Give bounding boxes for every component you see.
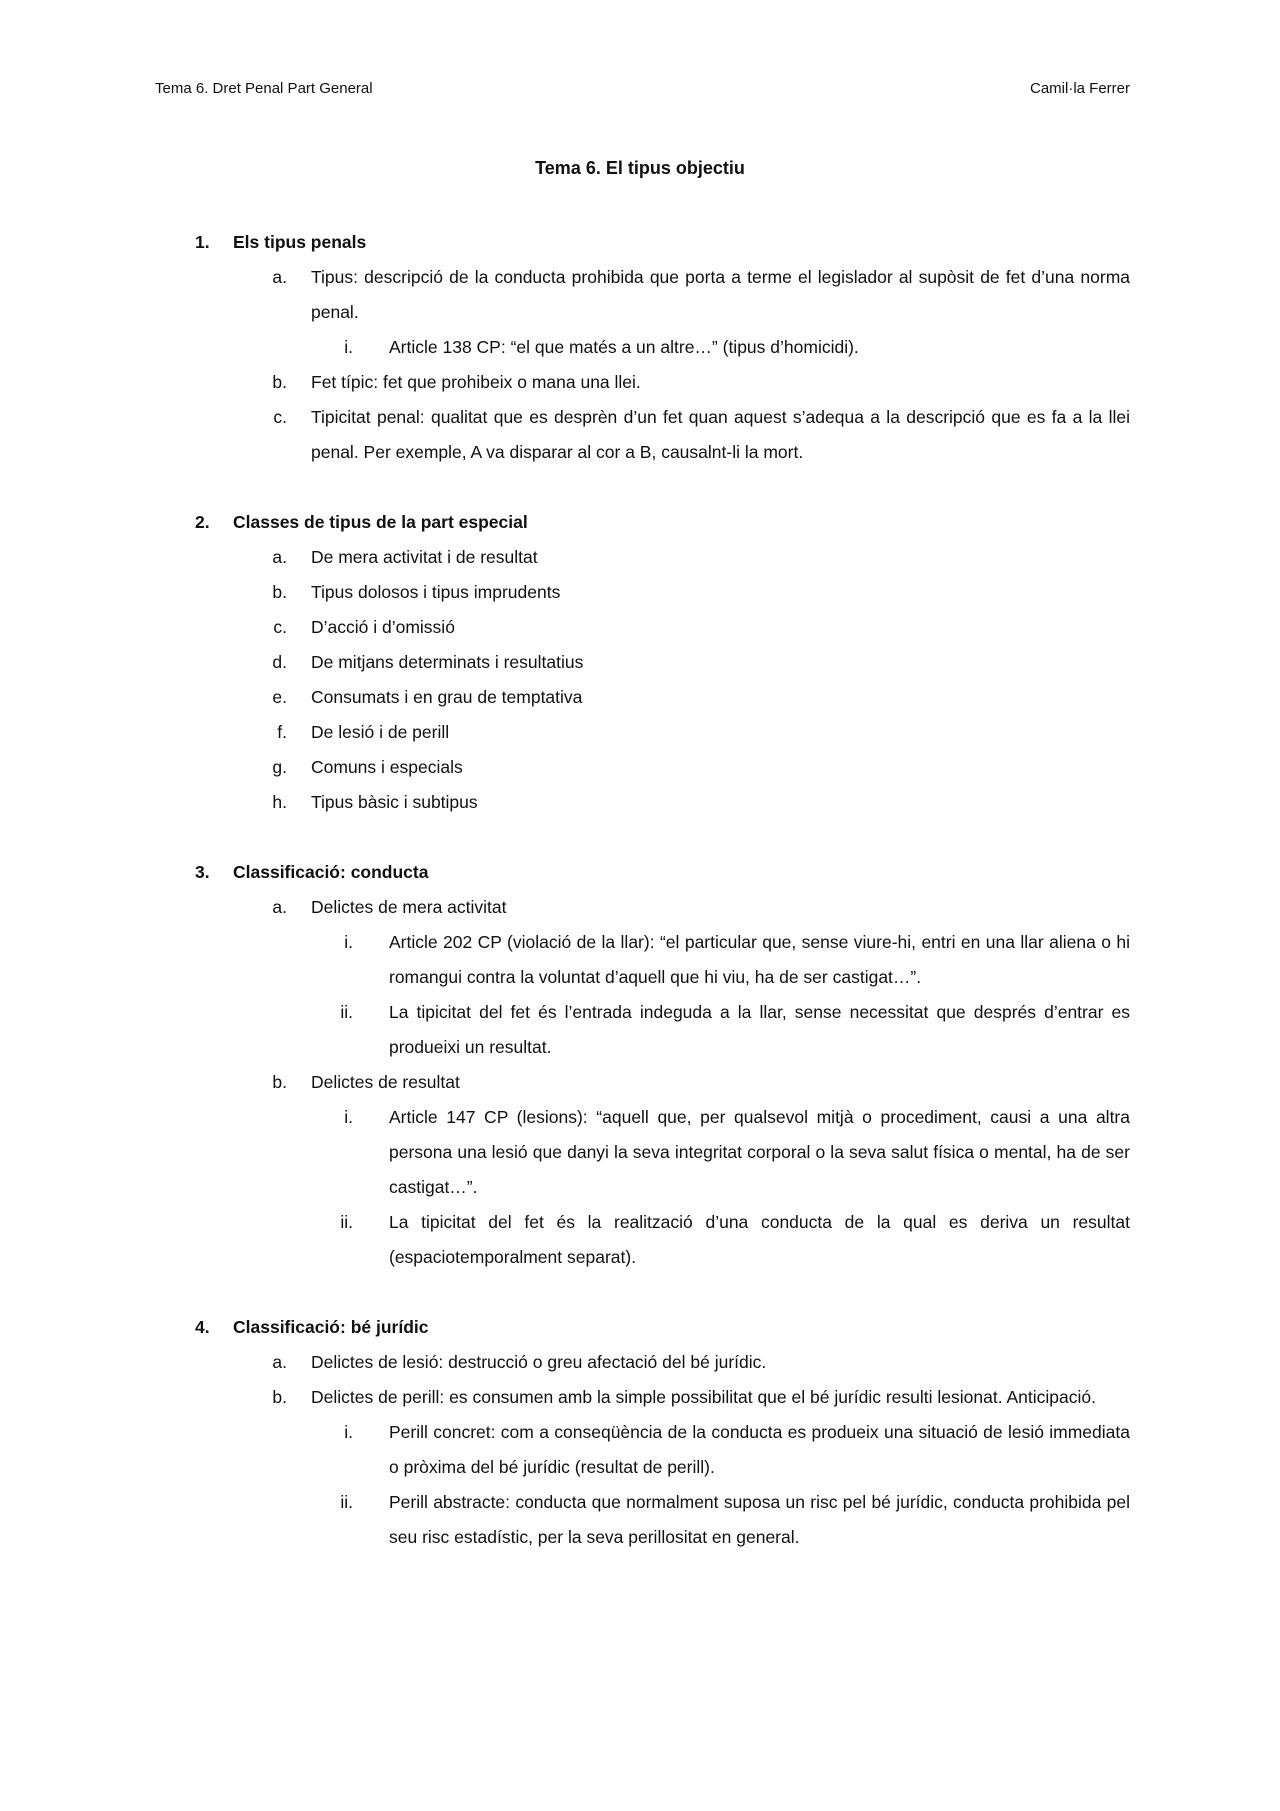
section-heading <box>155 1310 1130 1345</box>
item-marker: c. <box>273 617 287 637</box>
sub-item <box>155 330 1130 365</box>
section-4 <box>155 1310 1130 1555</box>
section-3 <box>155 855 1130 1275</box>
item-marker: f. <box>277 722 287 742</box>
document-body <box>155 225 1130 1590</box>
item-text: D’acció i d’omissió <box>311 617 455 637</box>
section-title: Classes de tipus de la part especial <box>233 512 528 532</box>
item-marker: a. <box>272 267 287 287</box>
sub-marker: ii. <box>340 1492 353 1512</box>
list-item <box>155 540 1130 575</box>
item-marker: a. <box>272 897 287 917</box>
item-text: Comuns i especials <box>311 757 463 777</box>
item-text: Delictes de lesió: destrucció o greu afectació del bé jurídic. <box>311 1352 767 1372</box>
sub-text: Perill abstracte: conducta que normalment suposa un risc pel bé jurídic, conducta prohibida pel seu risc estadístic, per la seva perillositat en general. <box>389 1492 1130 1547</box>
section-number: 4. <box>195 1317 210 1337</box>
item-text: De lesió i de perill <box>311 722 450 742</box>
section-heading <box>155 855 1130 890</box>
item-marker: c. <box>273 407 287 427</box>
item-marker: d. <box>272 652 287 672</box>
item-text: Consumats i en grau de temptativa <box>311 687 583 707</box>
list-item <box>155 1380 1130 1415</box>
sub-item <box>155 1415 1130 1485</box>
section-number: 2. <box>195 512 210 532</box>
item-marker: b. <box>272 1387 287 1407</box>
sub-text: Article 138 CP: “el que matés a un altre…” (tipus d’homicidi). <box>389 337 859 357</box>
list-item <box>155 890 1130 925</box>
list-item <box>155 645 1130 680</box>
item-text: De mitjans determinats i resultatius <box>311 652 584 672</box>
list-item <box>155 365 1130 400</box>
section-heading <box>155 505 1130 540</box>
sub-item <box>155 1485 1130 1555</box>
list-item <box>155 400 1130 470</box>
list-item <box>155 1065 1130 1100</box>
sub-marker: ii. <box>340 1002 353 1022</box>
page-title: Tema 6. El tipus objectiu <box>535 158 745 178</box>
sub-marker: i. <box>344 337 353 357</box>
section-title: Classificació: bé jurídic <box>233 1317 429 1337</box>
sub-marker: i. <box>344 1422 353 1442</box>
sub-text: La tipicitat del fet és la realització d’una conducta de la qual es deriva un resultat (espaciotemporalment separat). <box>389 1212 1130 1267</box>
list-item <box>155 1345 1130 1380</box>
item-marker: g. <box>272 757 287 777</box>
item-marker: a. <box>272 1352 287 1372</box>
sub-text: Perill concret: com a conseqüència de la conducta es produeix una situació de lesió immediata o pròxima del bé jurídic (resultat de perill). <box>389 1422 1130 1477</box>
section-2 <box>155 505 1130 820</box>
sub-marker: i. <box>344 1107 353 1127</box>
section-1 <box>155 225 1130 470</box>
item-text: Delictes de mera activitat <box>311 897 507 917</box>
section-number: 1. <box>195 232 210 252</box>
item-marker: a. <box>272 547 287 567</box>
sub-item <box>155 1100 1130 1205</box>
sub-item <box>155 1205 1130 1275</box>
section-title: Classificació: conducta <box>233 862 429 882</box>
item-text: Delictes de resultat <box>311 1072 460 1092</box>
item-text: Tipicitat penal: qualitat que es desprèn d’un fet quan aquest s’adequa a la descripció que es fa a la llei penal. Per exemple, A va disparar al cor a B, causalnt-li la mort. <box>311 407 1130 462</box>
list-item <box>155 785 1130 820</box>
item-text: Delictes de perill: es consumen amb la simple possibilitat que el bé jurídic resulti lesionat. Anticipació. <box>311 1387 1096 1407</box>
list-item <box>155 260 1130 330</box>
item-marker: e. <box>272 687 287 707</box>
list-item <box>155 610 1130 645</box>
header-right: Camil·la Ferrer <box>1029 80 1130 97</box>
list-item <box>155 750 1130 785</box>
sub-text: La tipicitat del fet és l’entrada indeguda a la llar, sense necessitat que després d’entrar es produeixi un resultat. <box>389 1002 1130 1057</box>
item-text: Tipus bàsic i subtipus <box>311 792 478 812</box>
item-marker: b. <box>272 582 287 602</box>
list-item <box>155 680 1130 715</box>
sub-text: Article 147 CP (lesions): “aquell que, per qualsevol mitjà o procediment, causi a una altra persona una lesió que danyi la seva integritat corporal o la seva salut física o mental, ha de ser castigat…”. <box>389 1107 1130 1197</box>
item-marker: b. <box>272 372 287 392</box>
section-number: 3. <box>195 862 210 882</box>
sub-marker: ii. <box>340 1212 353 1232</box>
item-text: Tipus dolosos i tipus imprudents <box>311 582 561 602</box>
section-title: Els tipus penals <box>233 232 367 252</box>
item-text: Tipus: descripció de la conducta prohibida que porta a terme el legislador al supòsit de fet d’una norma penal. <box>311 267 1130 322</box>
item-marker: b. <box>272 1072 287 1092</box>
item-text: Fet típic: fet que prohibeix o mana una llei. <box>311 372 641 392</box>
item-marker: h. <box>272 792 287 812</box>
list-item <box>155 575 1130 610</box>
list-item <box>155 715 1130 750</box>
sub-text: Article 202 CP (violació de la llar): “el particular que, sense viure-hi, entri en una llar aliena o hi romangui contra la voluntat d’aquell que hi viu, ha de ser castigat…”. <box>389 932 1130 987</box>
header-left: Tema 6. Dret Penal Part General <box>155 80 373 97</box>
sub-item <box>155 925 1130 995</box>
sub-marker: i. <box>344 932 353 952</box>
section-heading <box>155 225 1130 260</box>
sub-item <box>155 995 1130 1065</box>
item-text: De mera activitat i de resultat <box>311 547 538 567</box>
